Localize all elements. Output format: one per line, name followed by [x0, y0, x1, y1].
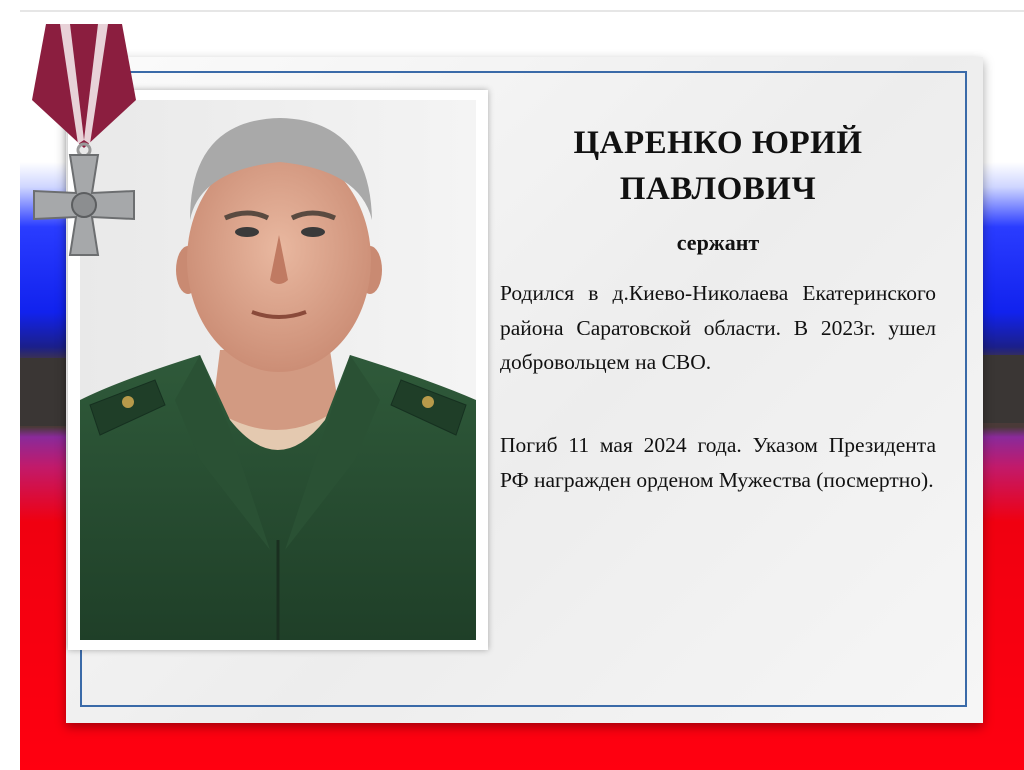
- person-name: ЦАРЕНКО ЮРИЙ ПАВЛОВИЧ: [573, 125, 863, 207]
- biography-paragraph-1: Родился в д.Киево-Николаева Екатеринского района Саратовской области. В 2023г. ушел добровольцем на СВО.: [500, 281, 936, 374]
- order-of-courage-icon: [24, 20, 144, 260]
- biography-paragraph-2: Погиб 11 мая 2024 года. Указом Президента РФ награжден орденом Мужества (посмертно).: [500, 433, 936, 492]
- person-rank: сержант: [676, 230, 760, 255]
